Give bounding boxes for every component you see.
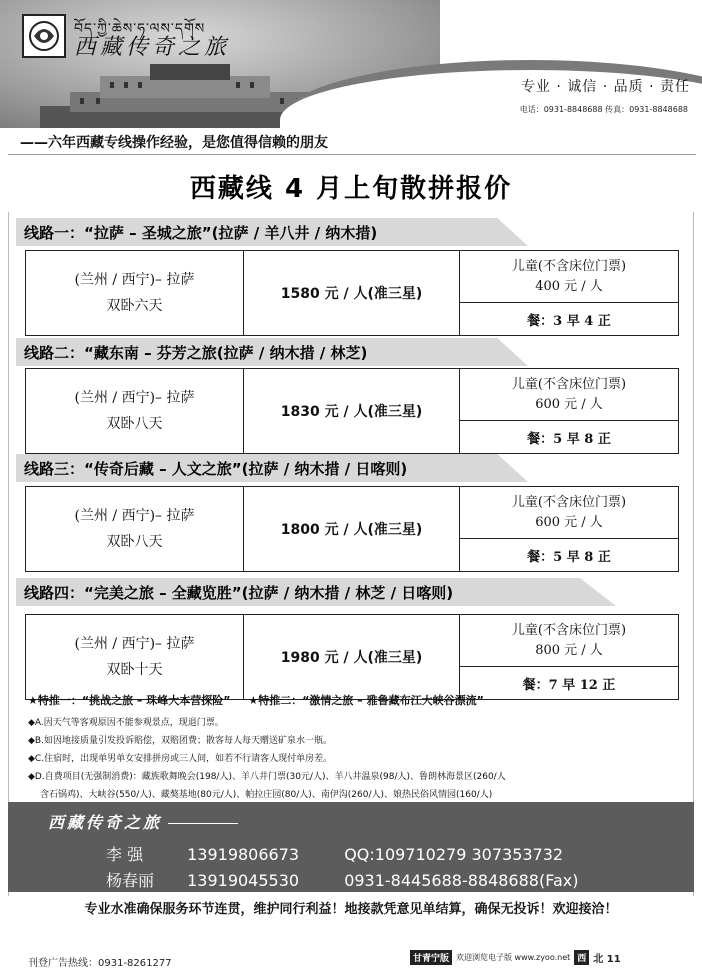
route-2-depart: (兰州 / 西宁)– 拉萨 bbox=[74, 390, 195, 406]
tagline: ——六年西藏专线操作经验，是您值得信赖的朋友 bbox=[20, 135, 328, 151]
note-d-continued: 含石锅鸡)、大峡谷(550/人)、藏獒基地(80元/人)、帕拉庄园(80/人)、南伊沟(260/人)、娘热民俗风情园(160/人) bbox=[40, 790, 493, 800]
footer-slogan: 专业水准确保服务环节连贯，维护同行利益！地接款凭意见单结算，确保无投诉！欢迎接洽！ bbox=[84, 902, 618, 917]
note-d: ◆D.自费项目(无强制消费)：藏族歌舞晚会(198/人)、羊八井门票(30元/人)、羊八井温泉(98/人)、鲁朗林海景区(260/人 bbox=[28, 772, 506, 782]
route-4-meals: 餐：7 早 12 正 bbox=[522, 677, 616, 693]
route-1-child-label: 儿童(不含床位门票) bbox=[511, 258, 627, 274]
company-logo-icon bbox=[22, 14, 66, 58]
logo-tibetan-text: བོད་ཀྱི་ཆེས་ཧ་ལས་དགོས bbox=[74, 21, 206, 37]
special-offers bbox=[28, 692, 678, 708]
route-1-price: 1580 元 / 人(准三星) bbox=[244, 251, 460, 335]
ad-hotline: 刊登广告热线：0931-8261277 bbox=[28, 958, 172, 969]
route-2-child-price: 600 元 / 人 bbox=[535, 396, 603, 412]
route-1-depart: (兰州 / 西宁)– 拉萨 bbox=[74, 272, 195, 288]
route-1-duration: 双卧六天 bbox=[106, 298, 163, 314]
route-4-depart-cell bbox=[26, 615, 244, 699]
contact-brand bbox=[48, 810, 238, 833]
route-2-title: 线路二：“藏东南 – 芬芳之旅(拉萨 / 纳木措 / 林芝) bbox=[24, 344, 368, 362]
route-4-child-cell bbox=[460, 615, 678, 667]
route-1-table bbox=[25, 250, 679, 336]
route-3-meals: 餐：5 早 8 正 bbox=[527, 549, 611, 565]
route-1-child-cell bbox=[460, 251, 678, 303]
page-region-tag: 西 bbox=[574, 950, 589, 965]
route-3-depart: (兰州 / 西宁)– 拉萨 bbox=[74, 508, 195, 524]
contact-tel-fax: 0931-8445688-8848688(Fax) bbox=[344, 871, 579, 890]
route-4-duration: 双卧十天 bbox=[106, 662, 163, 678]
contact-phone-1: 13919806673 bbox=[187, 845, 300, 864]
header-banner bbox=[0, 0, 702, 128]
page-number: 北 11 bbox=[593, 954, 621, 965]
route-4-depart: (兰州 / 西宁)– 拉萨 bbox=[74, 636, 195, 652]
route-2-meals: 餐：5 早 8 正 bbox=[527, 431, 611, 447]
special-offer-2: ★特推二：“激情之旅 – 雅鲁藏布江大峡谷漂流” bbox=[248, 694, 484, 707]
route-1-title: 线路一：“拉萨 – 圣城之旅”(拉萨 / 羊八井 / 纳木措) bbox=[24, 224, 378, 242]
logo-company-name: 西藏传奇之旅 bbox=[74, 35, 231, 60]
route-4-title: 线路四：“完美之旅 – 全藏览胜”(拉萨 / 纳木措 / 林芝 / 日喀则) bbox=[24, 584, 454, 602]
route-3-duration: 双卧八天 bbox=[106, 534, 163, 550]
contact-person-1: 李 强 bbox=[106, 845, 144, 864]
route-2-price: 1830 元 / 人(准三星) bbox=[244, 369, 460, 453]
route-3-title: 线路三：“传奇后藏 – 人文之旅”(拉萨 / 纳木措 / 日喀则) bbox=[24, 460, 408, 478]
bottom-right-info bbox=[410, 950, 621, 965]
special-offer-1: ★特推一：“挑战之旅 – 珠峰大本营探险” bbox=[28, 694, 231, 707]
route-3-child-label: 儿童(不含床位门票) bbox=[511, 494, 627, 510]
notes-list bbox=[28, 714, 678, 804]
note-b: ◆B.如因地接质量引发投诉赔偿，双赔团费；散客每人每天赠送矿泉水一瓶。 bbox=[28, 736, 332, 746]
route-1-meals: 餐：3 早 4 正 bbox=[527, 313, 611, 329]
route-3-child-cell bbox=[460, 487, 678, 539]
route-4-price: 1980 元 / 人(准三星) bbox=[244, 615, 460, 699]
brand-divider bbox=[168, 823, 238, 824]
contact-person-2: 杨春丽 bbox=[106, 871, 155, 890]
route-2-depart-cell bbox=[26, 369, 244, 453]
note-a: ◆A.因天气等客观原因不能参观景点，现退门票。 bbox=[28, 718, 224, 728]
website-text: 欢迎浏览电子版 www.zyoo.net bbox=[456, 953, 571, 962]
route-2-duration: 双卧八天 bbox=[106, 416, 163, 432]
route-1-child-price: 400 元 / 人 bbox=[535, 278, 603, 294]
note-c: ◆C.住宿时，出现单男单女安排拼房或三人间，如若不行请客人现付单房差。 bbox=[28, 754, 333, 764]
route-3-table bbox=[25, 486, 679, 572]
route-2-child-cell bbox=[460, 369, 678, 421]
bottom-bar bbox=[0, 946, 702, 970]
contact-phone-2: 13919045530 bbox=[187, 871, 300, 890]
route-4-child-label: 儿童(不含床位门票) bbox=[511, 622, 627, 638]
contact-qq: QQ:109710279 307353732 bbox=[344, 845, 564, 864]
contact-box bbox=[8, 802, 694, 892]
route-3-child-price: 600 元 / 人 bbox=[535, 514, 603, 530]
contact-brand-name: 西藏传奇之旅 bbox=[48, 813, 163, 832]
route-3-depart-cell bbox=[26, 487, 244, 571]
contact-row-1 bbox=[106, 842, 563, 865]
route-2-table bbox=[25, 368, 679, 454]
route-1-depart-cell bbox=[26, 251, 244, 335]
paper-edition-tag: 甘青宁版 bbox=[410, 950, 452, 965]
route-4-table bbox=[25, 614, 679, 700]
route-2-child-label: 儿童(不含床位门票) bbox=[511, 376, 627, 392]
route-3-price: 1800 元 / 人(准三星) bbox=[244, 487, 460, 571]
route-4-child-price: 800 元 / 人 bbox=[535, 642, 603, 658]
company-motto: 专业 · 诚信 · 品质 · 责任 bbox=[520, 79, 690, 95]
page-title: 西藏线 4 月上旬散拼报价 bbox=[189, 174, 513, 204]
header-phone-fax: 电话：0931-8848688 传真：0931-8848688 bbox=[519, 105, 688, 114]
contact-row-2 bbox=[106, 868, 578, 891]
